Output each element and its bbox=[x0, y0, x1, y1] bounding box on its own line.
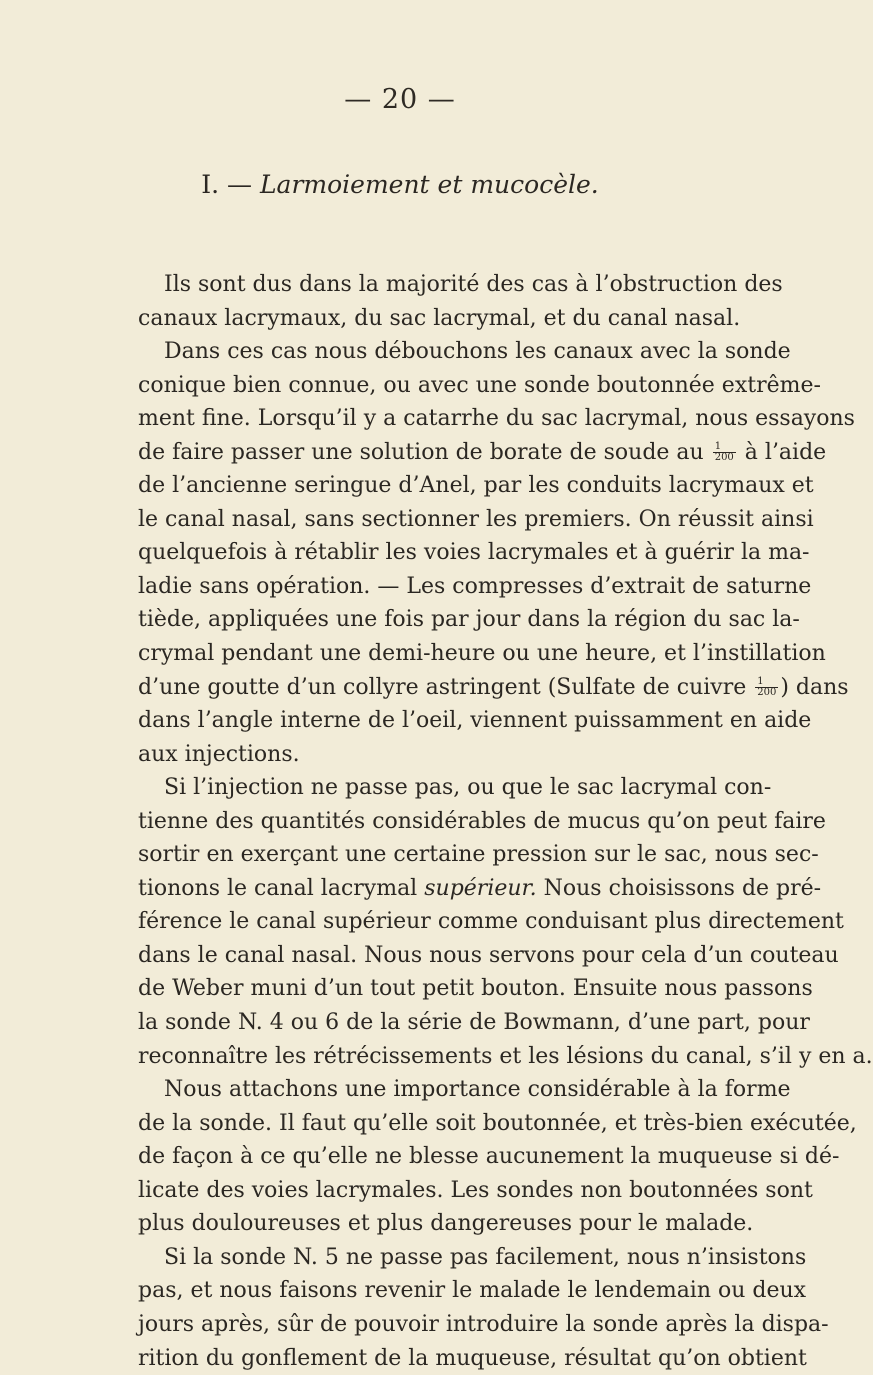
paragraph-2-line-4 bbox=[138, 436, 770, 470]
paragraph-5-line-2: pas, et nous faisons revenir le malade le lendemain ou deux bbox=[138, 1274, 770, 1308]
fraction-numerator: 1 bbox=[755, 677, 778, 688]
page-number: — 20 — bbox=[0, 84, 800, 115]
fraction-borate bbox=[713, 442, 736, 463]
fraction-numerator: 1 bbox=[713, 442, 736, 453]
paragraph-3-line-2: tienne des quantités considérables de mucus qu’on peut faire bbox=[138, 805, 770, 839]
fraction-denominator: 200 bbox=[755, 688, 778, 698]
paragraph-2-line-8: ladie sans opération. — Les compresses d’extrait de saturne bbox=[138, 570, 770, 604]
paragraph-4-line-2: de la sonde. Il faut qu’elle soit boutonnée, et très-bien exécutée, bbox=[138, 1107, 770, 1141]
paragraph-2-line-7: quelquefois à rétablir les voies lacrymales et à guérir la ma- bbox=[138, 536, 770, 570]
paragraph-1-line-2: canaux lacrymaux, du sac lacrymal, et du canal nasal. bbox=[138, 302, 770, 336]
paragraph-2-line-1: Dans ces cas nous débouchons les canaux avec la sonde bbox=[138, 335, 770, 369]
paragraph-5-line-4: rition du gonflement de la muqueuse, résultat qu’on obtient bbox=[138, 1342, 770, 1375]
heading-title: Larmoiement et mucocèle. bbox=[260, 170, 599, 199]
paragraph-2-line-6: le canal nasal, sans sectionner les premiers. On réussit ainsi bbox=[138, 503, 770, 537]
paragraph-3-line-4 bbox=[138, 872, 770, 906]
paragraph-3-line-6: dans le canal nasal. Nous nous servons pour cela d’un couteau bbox=[138, 939, 770, 973]
paragraph-4-line-4: licate des voies lacrymales. Les sondes non boutonnées sont bbox=[138, 1174, 770, 1208]
fraction-denominator: 200 bbox=[713, 453, 736, 463]
paragraph-3-line-9: reconnaître les rétrécissements et les lésions du canal, s’il y en a. bbox=[138, 1040, 770, 1074]
paragraph-2-line-13: aux injections. bbox=[138, 738, 770, 772]
heading-prefix: I. — bbox=[201, 170, 260, 199]
section-heading bbox=[0, 170, 800, 199]
paragraph-3-line-7: de Weber muni d’un tout petit bouton. Ensuite nous passons bbox=[138, 972, 770, 1006]
body-text bbox=[138, 268, 770, 1375]
paragraph-2-line-12: dans l’angle interne de l’oeil, viennent puissamment en aide bbox=[138, 704, 770, 738]
line-text: d’une goutte d’un collyre astringent (Sulfate de cuivre bbox=[138, 675, 746, 700]
paragraph-3-line-5: férence le canal supérieur comme conduisant plus directement bbox=[138, 905, 770, 939]
paragraph-2-line-11 bbox=[138, 671, 770, 705]
paragraph-2-line-2: conique bien connue, ou avec une sonde boutonnée extrême- bbox=[138, 369, 770, 403]
line-text: tionons le canal lacrymal bbox=[138, 876, 417, 901]
paragraph-5-line-3: jours après, sûr de pouvoir introduire la sonde après la dispa- bbox=[138, 1308, 770, 1342]
line-text: ) dans bbox=[780, 675, 848, 700]
paragraph-2-line-3: ment fine. Lorsqu’il y a catarrhe du sac lacrymal, nous essayons bbox=[138, 402, 770, 436]
line-text: à l’aide bbox=[745, 440, 826, 465]
paragraph-2-line-9: tiède, appliquées une fois par jour dans la région du sac la- bbox=[138, 603, 770, 637]
paragraph-4-line-5: plus douloureuses et plus dangereuses pour le malade. bbox=[138, 1207, 770, 1241]
paragraph-4-line-1: Nous attachons une importance considérable à la forme bbox=[138, 1073, 770, 1107]
italic-word: supérieur. bbox=[424, 876, 536, 901]
paragraph-5-line-1: Si la sonde N. 5 ne passe pas facilement, nous n’insistons bbox=[138, 1241, 770, 1275]
fraction-sulfate bbox=[755, 677, 778, 698]
line-text: Nous choisissons de pré- bbox=[544, 876, 821, 901]
line-text: de faire passer une solution de borate de soude au bbox=[138, 440, 704, 465]
paragraph-2-line-5: de l’ancienne seringue d’Anel, par les conduits lacrymaux et bbox=[138, 469, 770, 503]
paragraph-4-line-3: de façon à ce qu’elle ne blesse aucunement la muqueuse si dé- bbox=[138, 1140, 770, 1174]
paragraph-1-line-1: Ils sont dus dans la majorité des cas à l’obstruction des bbox=[138, 268, 770, 302]
paragraph-3-line-3: sortir en exerçant une certaine pression sur le sac, nous sec- bbox=[138, 838, 770, 872]
paragraph-3-line-8: la sonde N. 4 ou 6 de la série de Bowmann, d’une part, pour bbox=[138, 1006, 770, 1040]
paragraph-3-line-1: Si l’injection ne passe pas, ou que le sac lacrymal con- bbox=[138, 771, 770, 805]
paragraph-2-line-10: crymal pendant une demi-heure ou une heure, et l’instillation bbox=[138, 637, 770, 671]
